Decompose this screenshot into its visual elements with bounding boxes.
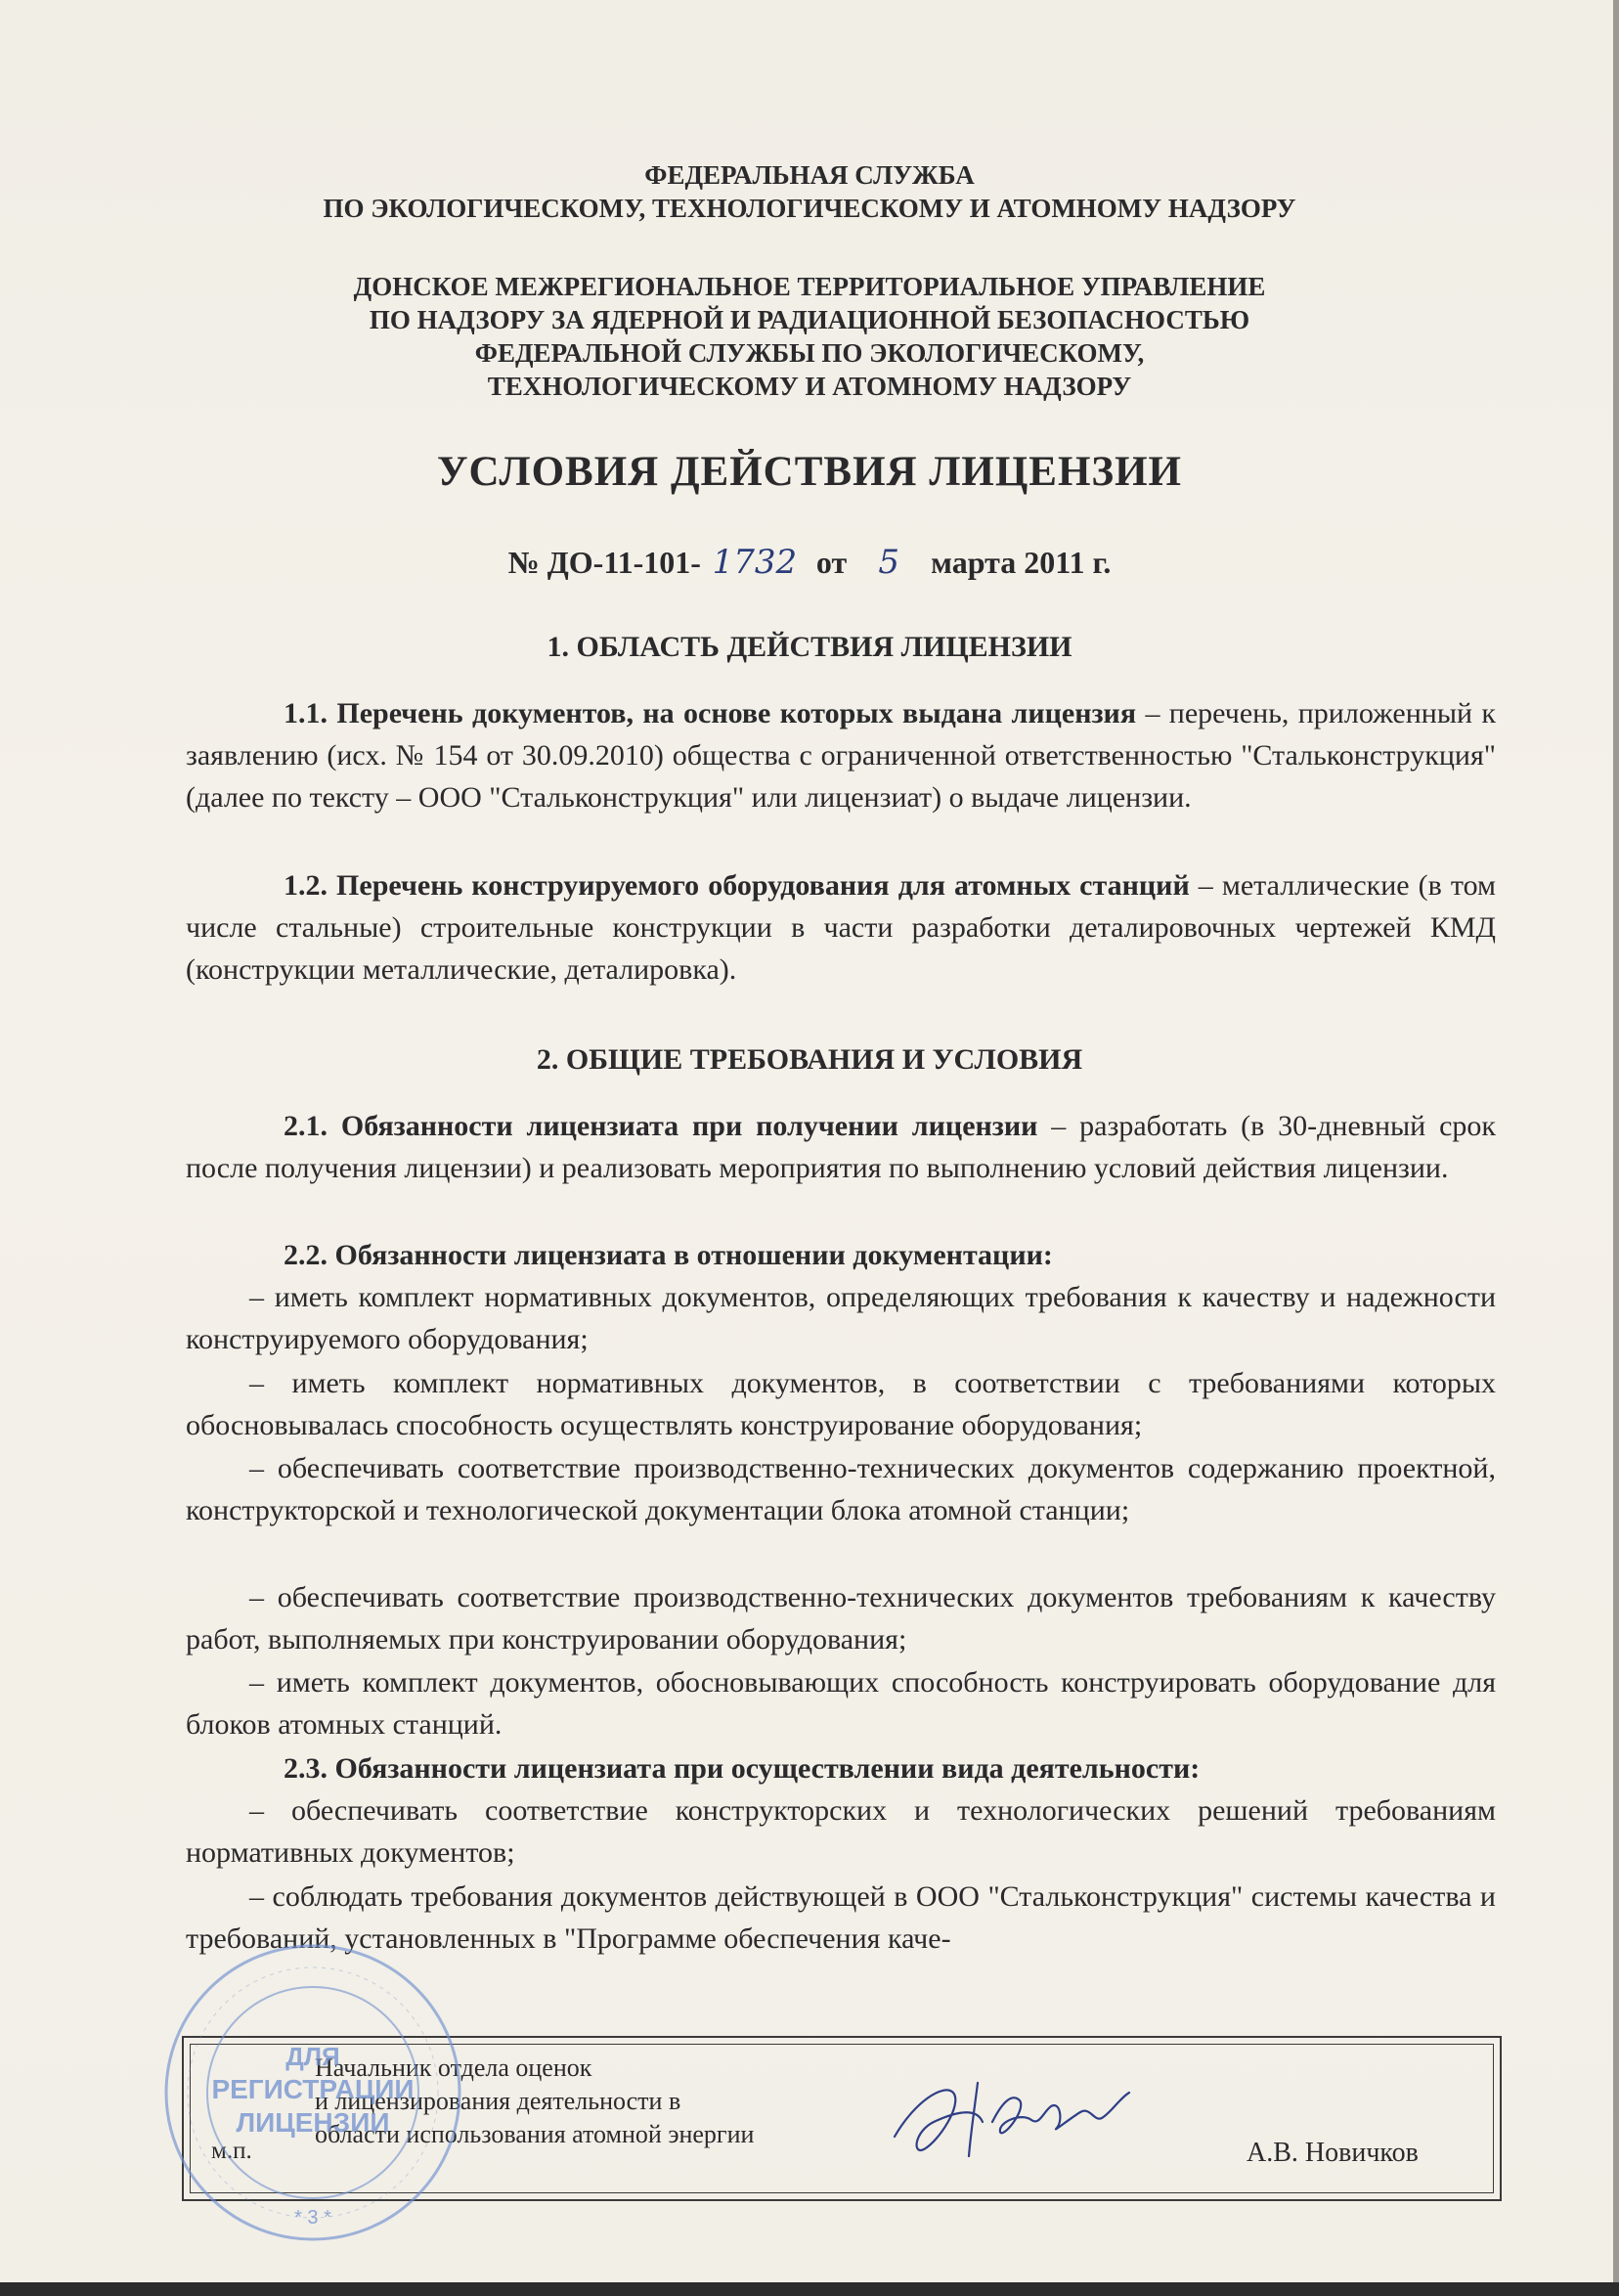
section-1-title: 1. ОБЛАСТЬ ДЕЙСТВИЯ ЛИЦЕНЗИИ bbox=[547, 631, 1072, 663]
paragraph-1-2 bbox=[186, 864, 1496, 991]
stamp-line: РЕГИСТРАЦИИ bbox=[211, 2074, 415, 2104]
official-title-line: и лицензирования деятельности в bbox=[315, 2087, 681, 2115]
paragraph-1-1 bbox=[186, 692, 1496, 818]
paragraph-2-3-title: 2.3. Обязанности лицензиата при осуществлении вида деятельности: bbox=[284, 1752, 1201, 1785]
registration-stamp bbox=[156, 1936, 469, 2249]
paragraph-lead: 1.1. Перечень документов, на основе которых выдана лицензия bbox=[284, 697, 1137, 729]
list-item: – обеспечивать соответствие производственно-технических документов содержанию проектной, конструкторской и технологической документации блока атомной станции; bbox=[186, 1452, 1496, 1526]
paragraph-text: – металлические (в том числе стальные) строительные конструкции в части разработки деталировочных чертежей КМД (конструкции металлические, деталировка). bbox=[186, 869, 1497, 986]
list-item: – обеспечивать соответствие производственно-технических документов требованиям к качеству работ, выполняемых при конструировании оборудования; bbox=[186, 1581, 1496, 1656]
official-name: А.В. Новичков bbox=[1247, 2138, 1419, 2168]
department-header bbox=[0, 270, 1619, 403]
seal-place-label: м.п. bbox=[211, 2138, 252, 2164]
stamp-line: ДЛЯ bbox=[285, 2042, 340, 2071]
official-title-line: Начальник отдела оценок bbox=[315, 2053, 592, 2082]
department-line: ТЕХНОЛОГИЧЕСКОМУ И АТОМНОМУ НАДЗОРУ bbox=[487, 372, 1132, 401]
paragraph-2-2-title: 2.2. Обязанности лицензиата в отношении документации: bbox=[284, 1239, 1053, 1271]
handwritten-number: 1732 bbox=[712, 543, 798, 582]
agency-line: ФЕДЕРАЛЬНАЯ СЛУЖБА bbox=[644, 160, 975, 190]
handwritten-signature bbox=[885, 2063, 1139, 2171]
paragraph-lead: 2.1. Обязанности лицензиата при получении лицензии bbox=[284, 1110, 1038, 1142]
official-title-line: области использования атомной энергии bbox=[315, 2120, 755, 2148]
from-label: от bbox=[815, 545, 848, 580]
stamp-line: ЛИЦЕНЗИИ bbox=[236, 2107, 390, 2138]
department-line: ДОНСКОЕ МЕЖРЕГИОНАЛЬНОЕ ТЕРРИТОРИАЛЬНОЕ УПРАВЛЕНИЕ bbox=[353, 272, 1266, 301]
agency-header bbox=[0, 158, 1619, 225]
list-item: – обеспечивать соответствие конструкторских и технологических решений требованиям нормативных документов; bbox=[186, 1794, 1496, 1869]
handwritten-day: 5 bbox=[878, 543, 899, 582]
list-item: – иметь комплект нормативных документов, определяющих требования к качеству и надежности конструируемого оборудования; bbox=[186, 1281, 1496, 1355]
paragraph-text: – разработать (в 30-дневный срок после получения лицензии) и реализовать мероприятия по выполнению условий действия лицензии. bbox=[186, 1110, 1496, 1184]
agency-line: ПО ЭКОЛОГИЧЕСКОМУ, ТЕХНОЛОГИЧЕСКОМУ И АТОМНОМУ НАДЗОРУ bbox=[323, 194, 1296, 223]
date-rest: марта 2011 г. bbox=[931, 545, 1112, 580]
paragraph-2-1 bbox=[186, 1105, 1496, 1189]
number-prefix: № ДО-11-101- bbox=[507, 545, 701, 580]
document-title: УСЛОВИЯ ДЕЙСТВИЯ ЛИЦЕНЗИИ bbox=[437, 449, 1182, 495]
document-number-line bbox=[0, 543, 1619, 582]
list-item: – соблюдать требования документов действующей в ООО "Стальконструкция" системы качества и требований, установленных в "Программе обеспечения каче- bbox=[186, 1880, 1496, 1955]
scan-bottom-edge bbox=[0, 2282, 1619, 2296]
department-line: ФЕДЕРАЛЬНОЙ СЛУЖБЫ ПО ЭКОЛОГИЧЕСКОМУ, bbox=[474, 338, 1145, 368]
department-line: ПО НАДЗОРУ ЗА ЯДЕРНОЙ И РАДИАЦИОННОЙ БЕЗОПАСНОСТЬЮ bbox=[369, 305, 1250, 334]
stamp-mark: * 3 * bbox=[294, 2207, 331, 2229]
paragraph-text: – перечень, приложенный к заявлению (исх. № 154 от 30.09.2010) общества с ограниченной ответственностью "Стальконструкция" (далее по тексту – ООО "Стальконструкция" или лицензиат) о выдаче лицензии. bbox=[186, 697, 1496, 814]
list-item: – иметь комплект документов, обосновывающих способность конструировать оборудование для блоков атомных станций. bbox=[186, 1666, 1496, 1741]
paragraph-lead: 1.2. Перечень конструируемого оборудования для атомных станций bbox=[284, 869, 1190, 902]
list-item: – иметь комплект нормативных документов, в соответствии с требованиями которых обосновывалась способность осуществлять конструирование оборудования; bbox=[186, 1367, 1496, 1441]
section-2-title: 2. ОБЩИЕ ТРЕБОВАНИЯ И УСЛОВИЯ bbox=[536, 1043, 1083, 1076]
